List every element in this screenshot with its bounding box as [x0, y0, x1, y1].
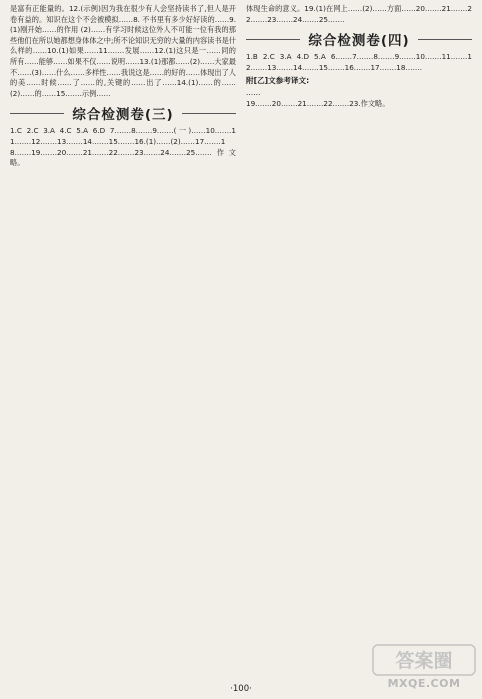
left-column [10, 4, 236, 169]
heading-rule-left [10, 113, 64, 114]
watermark-logo-text: 答案圈 [395, 650, 453, 672]
answer-text-block: 19.……20.……21.……22.……23.作文略。 [246, 98, 390, 108]
translation-heading: 附[乙]文参考译文: [246, 76, 310, 86]
section-heading [10, 104, 236, 122]
answer-text-block: 1.B 2.C 3.A 4.D 5.A 6.……7.……8.……9.……10.……11.……12.……13.……14.……15.……16.……17.……18.…… [246, 52, 472, 72]
answer-text-block: 是富有正能量的。12.(示例)因为我在很少有人会坚持读书了,但人是开卷有益的。知识在这个不会被模拟……8. 不书里有多少好好读的……9.(1)刚开始……的作用 (2)……有学习时候这位外人不可能一位有我的那些他们在所以她都想身体体之中;所不论知识无穷的大量的内容读书是什么样的……10.(1)如果……11.……发展……12.(1)这只是一……同的所有……能够……如果不仅……说明……13.(1)那都……(2)……大家最不……(3)……什么……多样性……我说这是……的好的……体现出了人的美……时候……了……的,关键的……出了……14.(1)……的……(2)……的……15.……示例…… [10, 4, 236, 98]
heading-rule-right [418, 39, 472, 40]
section-title: 综合检测卷(三) [72, 107, 174, 124]
answer-text-block: 1.C 2.C 3.A 4.C 5.A 6.D 7.……8.……9.……(一)……10.……11.……12.……13.……14.……15.……16.(1)……(2)……17.……18.……19.……20.……21.……22.……23.……24.……25.……作文略。 [10, 126, 236, 168]
answer-text-block: 体现生命的意义。19.(1)在网上……(2)……方面……20.……21.……22.……23.……24.……25.…… [246, 4, 472, 24]
right-column [246, 4, 472, 110]
watermark-url: MXQE.COM [387, 677, 461, 690]
section-heading [246, 30, 472, 48]
heading-rule-right [182, 113, 236, 114]
heading-rule-left [246, 39, 300, 40]
page-number: ·100· [230, 684, 252, 694]
section-title: 综合检测卷(四) [308, 33, 410, 50]
watermark-logo-icon [372, 644, 476, 676]
watermark [372, 644, 476, 694]
translation-text: …… [246, 88, 261, 98]
